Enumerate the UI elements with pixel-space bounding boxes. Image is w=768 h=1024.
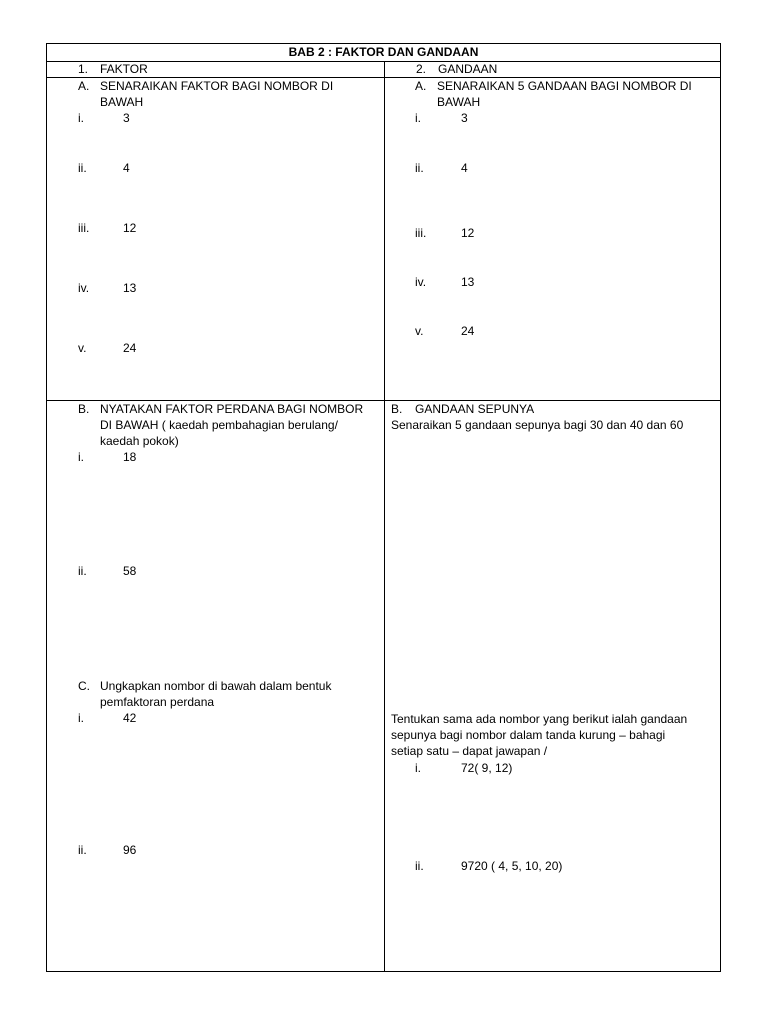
left-c-text-line2: pemfaktoran perdana — [100, 695, 215, 709]
left-a-item-value: 24 — [123, 341, 137, 355]
left-a-item-num: iv. — [78, 281, 90, 295]
right-c-item-num: ii. — [415, 859, 424, 873]
worksheet-title: BAB 2 : FAKTOR DAN GANDAAN — [288, 45, 479, 59]
right-c-item-value: 9720 ( 4, 5, 10, 20) — [461, 859, 563, 873]
right-a-text-line1: SENARAIKAN 5 GANDAAN BAGI NOMBOR DI — [437, 79, 692, 93]
left-a-item-value: 3 — [123, 111, 130, 125]
left-a-item-value: 12 — [123, 221, 137, 235]
left-a-item-value: 4 — [123, 161, 130, 175]
right-heading-number: 2. — [416, 62, 427, 76]
left-c-item-num: i. — [78, 711, 84, 725]
right-b-heading: GANDAAN SEPUNYA — [415, 402, 535, 416]
column-divider — [384, 61, 385, 972]
right-a-item-num: v. — [415, 324, 424, 338]
left-a-item-num: ii. — [78, 161, 87, 175]
left-b-text-line1: NYATAKAN FAKTOR PERDANA BAGI NOMBOR — [100, 402, 364, 416]
right-heading: GANDAAN — [438, 62, 498, 76]
right-a-label: A. — [415, 79, 427, 93]
left-a-item-num: i. — [78, 111, 84, 125]
right-a-item-value: 13 — [461, 275, 475, 289]
right-b-label: B. — [391, 402, 403, 416]
left-c-item-value: 42 — [123, 711, 137, 725]
right-a-item-num: iii. — [415, 226, 427, 240]
left-a-item-num: iii. — [78, 221, 90, 235]
left-heading-number: 1. — [78, 62, 89, 76]
right-a-item-value: 24 — [461, 324, 475, 338]
right-b-instruction: Senaraikan 5 gandaan sepunya bagi 30 dan 40 dan 60 — [391, 418, 684, 432]
left-b-item-num: i. — [78, 450, 84, 464]
left-b-text-line3: kaedah pokok) — [100, 434, 179, 448]
left-a-text-line2: BAWAH — [100, 95, 144, 109]
left-c-text-line1: Ungkapkan nombor di bawah dalam bentuk — [100, 679, 332, 693]
worksheet-table — [46, 43, 721, 972]
left-heading: FAKTOR — [100, 62, 148, 76]
left-a-item-num: v. — [78, 341, 87, 355]
right-a-item-num: iv. — [415, 275, 427, 289]
left-c-label: C. — [78, 679, 90, 693]
right-a-text-line2: BAWAH — [437, 95, 481, 109]
right-c-text-line1: Tentukan sama ada nombor yang berikut ialah gandaan — [391, 712, 688, 726]
left-a-label: A. — [78, 79, 90, 93]
right-c-item-value: 72( 9, 12) — [461, 761, 513, 775]
right-c-text-line2: sepunya bagi nombor dalam tanda kurung – bahagi — [391, 728, 666, 742]
left-a-text-line1: SENARAIKAN FAKTOR BAGI NOMBOR DI — [100, 79, 334, 93]
left-b-item-value: 18 — [123, 450, 137, 464]
left-b-text-line2: DI BAWAH ( kaedah pembahagian berulang/ — [100, 418, 338, 432]
left-b-item-value: 58 — [123, 564, 137, 578]
right-a-item-value: 12 — [461, 226, 475, 240]
right-a-item-value: 4 — [461, 161, 468, 175]
right-a-item-num: i. — [415, 111, 421, 125]
left-b-label: B. — [78, 402, 90, 416]
left-b-item-num: ii. — [78, 564, 87, 578]
right-c-item-num: i. — [415, 761, 421, 775]
left-a-item-value: 13 — [123, 281, 137, 295]
right-a-item-value: 3 — [461, 111, 468, 125]
right-c-text-line3: setiap satu – dapat jawapan / — [391, 744, 548, 758]
left-c-item-num: ii. — [78, 843, 87, 857]
right-a-item-num: ii. — [415, 161, 424, 175]
left-c-item-value: 96 — [123, 843, 137, 857]
